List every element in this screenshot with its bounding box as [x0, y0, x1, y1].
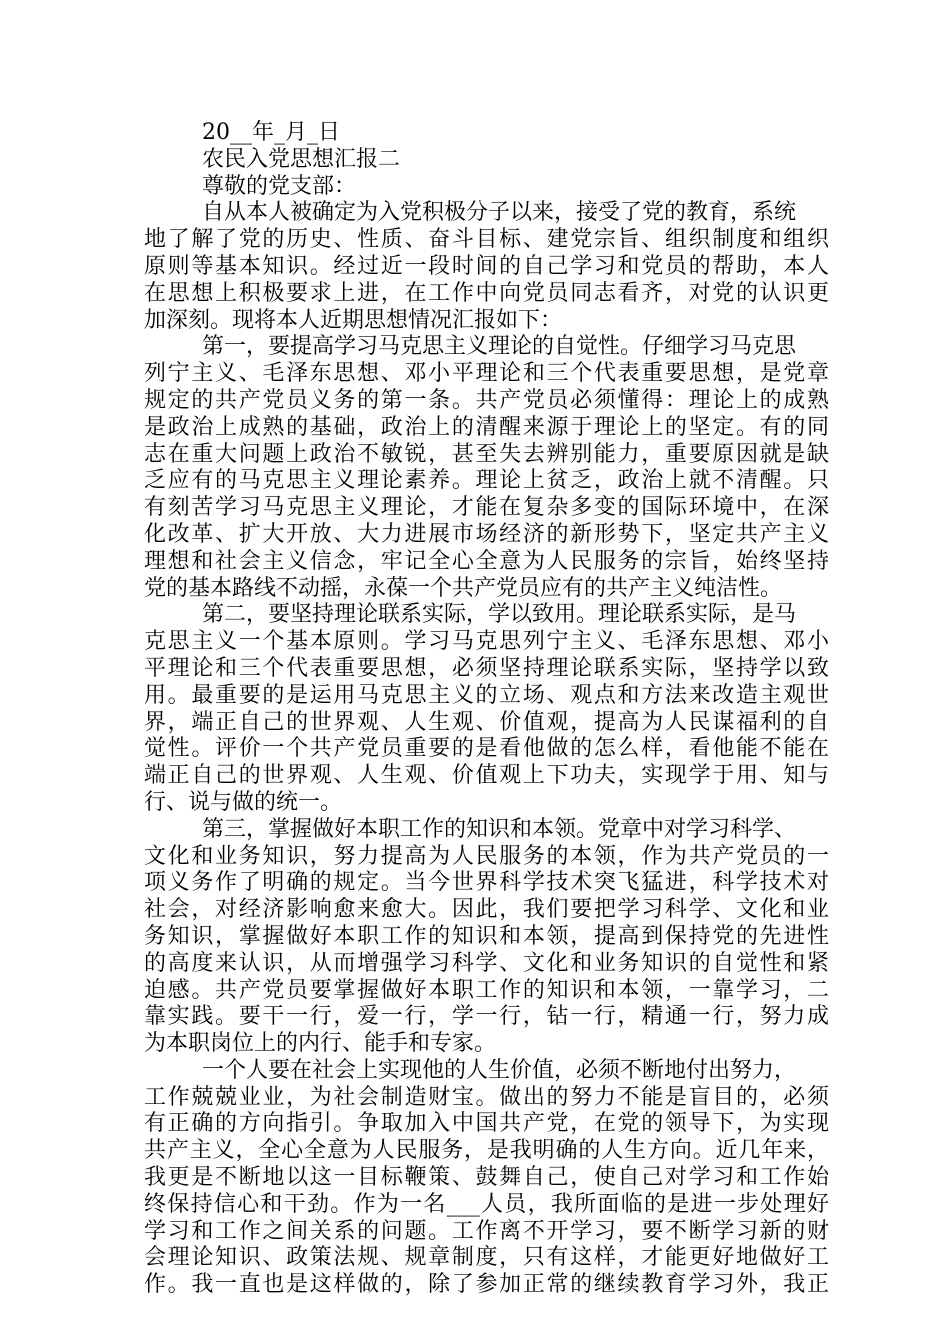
text-line: 终保持信心和干劲。作为一名___人员，我所面临的是进一步处理好 — [144, 1191, 829, 1217]
text-line: 为本职岗位上的内行、能手和专家。 — [144, 1031, 497, 1057]
text-line: 行、说与做的统一。 — [144, 789, 343, 815]
text-line: 端正自己的世界观、人生观、价值观上下功夫，实现学于用、知与 — [144, 763, 829, 789]
text-line: 靠实践。要干一行，爱一行，学一行，钻一行，精通一行，努力成 — [144, 1004, 829, 1030]
text-line: 自从本人被确定为入党积极分子以来，接受了党的教育，系统 — [202, 200, 797, 226]
text-line: 农民入党思想汇报二 — [202, 146, 401, 172]
text-line: 项义务作了明确的规定。当今世界科学技术突飞猛进，科学技术对 — [144, 870, 829, 896]
text-line: 觉性。评价一个共产党员重要的是看他做的怎么样，看他能不能在 — [144, 736, 829, 762]
text-line: 有正确的方向指引。争取加入中国共产党，在党的领导下，为实现 — [144, 1111, 829, 1137]
document-body — [144, 120, 829, 1299]
text-line: 第三，掌握做好本职工作的知识和本领。党章中对学习科学、 — [202, 816, 797, 842]
text-line: 务知识，掌握做好本职工作的知识和本领，提高到保持党的先进性 — [144, 923, 829, 949]
text-line: 规定的共产党员义务的第一条。共产党员必须懂得：理论上的成熟 — [144, 387, 829, 413]
text-line: 共产主义，全心全意为人民服务，是我明确的人生方向。近几年来， — [144, 1138, 829, 1164]
text-line: 界，端正自己的世界观、人生观、价值观，提高为人民谋福利的自 — [144, 709, 829, 735]
text-line: 迫感。共产党员要掌握做好本职工作的知识和本领，一靠学习，二 — [144, 977, 829, 1003]
text-line: 是政治上成熟的基础，政治上的清醒来源于理论上的坚定。有的同 — [144, 414, 829, 440]
text-line: 尊敬的党支部： — [202, 173, 357, 199]
text-line: 文化和业务知识，努力提高为人民服务的本领，作为共产党员的一 — [144, 843, 829, 869]
text-line: 学习和工作之间关系的问题。工作离不开学习，要不断学习新的财 — [144, 1218, 829, 1244]
text-line: 工作兢兢业业，为社会制造财宝。做出的努力不能是盲目的，必须 — [144, 1084, 829, 1110]
text-line: 我更是不断地以这一目标鞭策、鼓舞自己，使自己对学习和工作始 — [144, 1165, 829, 1191]
text-line: 会理论知识、政策法规、规章制度，只有这样，才能更好地做好工 — [144, 1245, 829, 1271]
text-line: 的高度来认识，从而增强学习科学、文化和业务知识的自觉性和紧 — [144, 950, 829, 976]
text-line: 用。最重要的是运用马克思主义的立场、观点和方法来改造主观世 — [144, 682, 829, 708]
text-line: 有刻苦学习马克思主义理论，才能在复杂多变的国际环境中，在深 — [144, 495, 829, 521]
text-line: 乏应有的马克思主义理论素养。理论上贫乏，政治上就不清醒。只 — [144, 468, 829, 494]
text-line: 理想和社会主义信念，牢记全心全意为人民服务的宗旨，始终坚持 — [144, 548, 829, 574]
text-line: 党的基本路线不动摇，永葆一个共产党员应有的共产主义纯洁性。 — [144, 575, 783, 601]
text-line: 志在重大问题上政治不敏锐，甚至失去辨别能力，重要原因就是缺 — [144, 441, 829, 467]
text-line: 列宁主义、毛泽东思想、邓小平理论和三个代表重要思想，是党章 — [144, 361, 829, 387]
text-line: 20__年_月_日 — [202, 120, 340, 145]
text-line: 社会，对经济影响愈来愈大。因此，我们要把学习科学、文化和业 — [144, 897, 829, 923]
text-line: 第一，要提高学习马克思主义理论的自觉性。仔细学习马克思 — [202, 334, 797, 360]
text-line: 一个人要在社会上实现他的人生价值，必须不断地付出努力， — [202, 1057, 797, 1083]
text-line: 平理论和三个代表重要思想，必须坚持理论联系实际，坚持学以致 — [144, 655, 829, 681]
text-line: 地了解了党的历史、性质、奋斗目标、建党宗旨、组织制度和组织 — [144, 227, 829, 253]
text-line: 在思想上积极要求上进，在工作中向党员同志看齐，对党的认识更 — [144, 280, 829, 306]
text-line: 加深刻。现将本人近期思想情况汇报如下： — [144, 307, 563, 333]
text-line: 作。我一直也是这样做的，除了参加正常的继续教育学习外，我正 — [144, 1272, 829, 1298]
text-line: 克思主义一个基本原则。学习马克思列宁主义、毛泽东思想、邓小 — [144, 629, 829, 655]
text-line: 原则等基本知识。经过近一段时间的自己学习和党员的帮助，本人 — [144, 253, 829, 279]
text-line: 第二，要坚持理论联系实际，学以致用。理论联系实际，是马 — [202, 602, 797, 628]
text-line: 化改革、扩大开放、大力进展市场经济的新形势下，坚定共产主义 — [144, 521, 829, 547]
